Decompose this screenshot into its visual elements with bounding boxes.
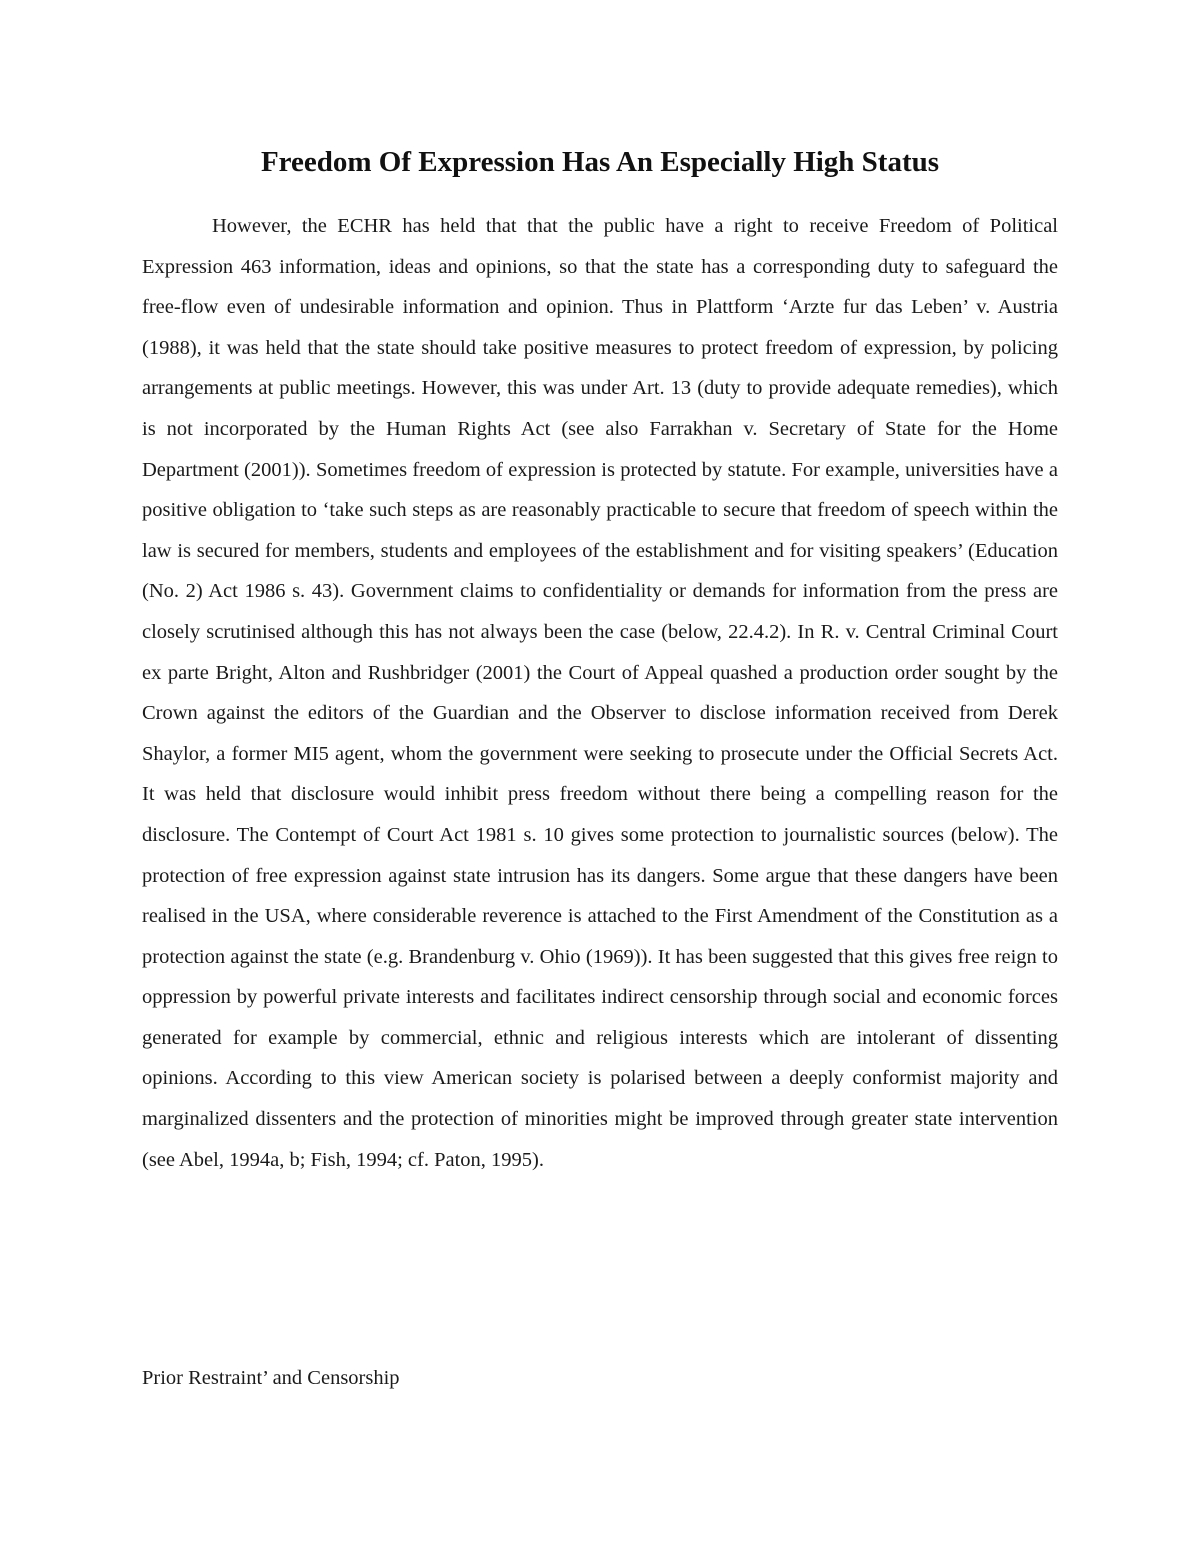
section-subheading: Prior Restraint’ and Censorship [142, 1367, 400, 1389]
body-paragraph: However, the ECHR has held that that the public have a right to receive Freedom of Political Expression 463 information, ideas and opinions, so that the state has a corresponding duty to safeguard the free-flow even of undesirable information and opinion. Thus in Plattform ‘Arzte fur das Leben’ v. Austria (1988), it was held that the state should take positive measures to protect freedom of expression, by policing arrangements at public meetings. However, this was under Art. 13 (duty to provide adequate remedies), which is not incorporated by the Human Rights Act (see also Farrakhan v. Secretary of State for the Home Department (2001)). Sometimes freedom of expression is protected by statute. For example, universities have a positive obligation to ‘take such steps as are reasonably practicable to secure that freedom of speech within the law is secured for members, students and employees of the establishment and for visiting speakers’ (Education (No. 2) Act 1986 s. 43). Government claims to confidentiality or demands for information from the press are closely scrutinised although this has not always been the case (below, 22.4.2). In R. v. Central Criminal Court ex parte Bright, Alton and Rushbridger (2001) the Court of Appeal quashed a production order sought by the Crown against the editors of the Guardian and the Observer to disclose information received from Derek Shaylor, a former MI5 agent, whom the government were seeking to prosecute under the Official Secrets Act. It was held that disclosure would inhibit press freedom without there being a compelling reason for the disclosure. The Contempt of Court Act 1981 s. 10 gives some protection to journalistic sources (below). The protection of free expression against state intrusion has its dangers. Some argue that these dangers have been realised in the USA, where considerable reverence is attached to the First Amendment of the Constitution as a protection against the state (e.g. Brandenburg v. Ohio (1969)). It has been suggested that this gives free reign to oppression by powerful private interests and facilitates indirect censorship through social and economic forces generated for example by commercial, ethnic and religious interests which are intolerant of dissenting opinions. According to this view American society is polarised between a deeply conformist majority and marginalized dissenters and the protection of minorities might be improved through greater state intervention (see Abel, 1994a, b; Fish, 1994; cf. Paton, 1995). [142, 215, 1058, 1171]
document-title: Freedom Of Expression Has An Especially High Status [260, 146, 940, 178]
